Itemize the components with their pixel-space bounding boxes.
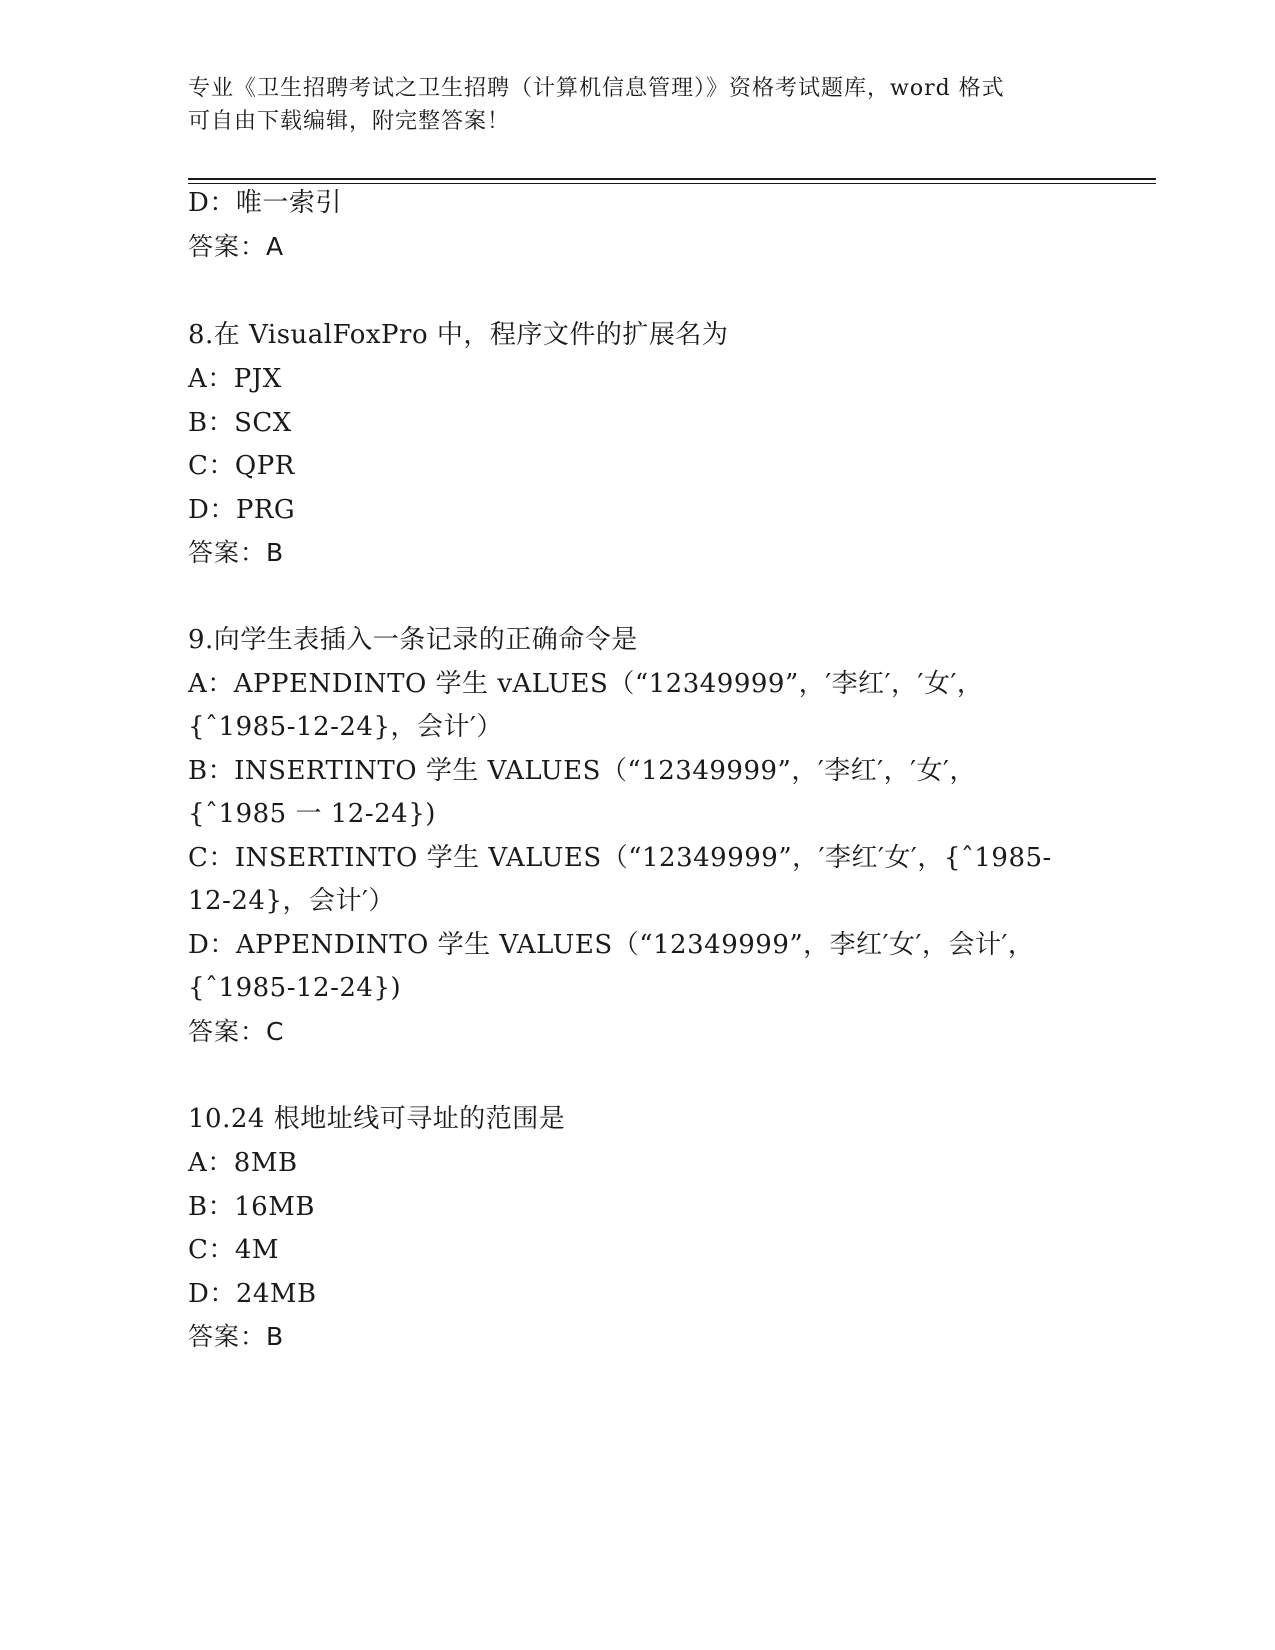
q8-answer: 答案：B (188, 538, 285, 567)
q10-option-b: B：16MB (188, 1192, 315, 1222)
q9-option-b-line-2: {ˆ1985 一 12-24}) (188, 799, 436, 829)
q9-option-a-line-2: {ˆ1985-12-24}，会计′） (188, 712, 503, 742)
q8-question: 8.在 VisualFoxPro 中，程序文件的扩展名为 (188, 320, 729, 350)
q7-option-d: D：唯一索引 (188, 188, 342, 218)
header-line-1: 专业《卫生招聘考试之卫生招聘（计算机信息管理）》资格考试题库，word 格式 (188, 76, 1005, 101)
q10-option-d: D：24MB (188, 1279, 317, 1309)
q9-option-d-line-2: {ˆ1985-12-24}) (188, 973, 402, 1003)
document-header (188, 72, 1088, 138)
q8-option-a: A：PJX (188, 364, 282, 394)
q9-question: 9.向学生表插入一条记录的正确命令是 (188, 625, 638, 655)
q7-answer: 答案：A (188, 232, 285, 261)
q9-option-c-line-2: 12-24}，会计′） (188, 886, 395, 916)
q8-option-d: D：PRG (188, 495, 296, 525)
q9-answer: 答案：C (188, 1017, 285, 1046)
q10-question: 10.24 根地址线可寻址的范围是 (188, 1104, 566, 1134)
header-divider-thin (188, 183, 1156, 184)
q10-option-a: A：8MB (188, 1148, 298, 1178)
q9-option-d-line-1: D：APPENDINTO 学生 VALUES（“12349999”，李红′女′，会计′， (188, 930, 1035, 960)
q10-answer: 答案：B (188, 1322, 285, 1351)
q8-option-b: B：SCX (188, 408, 292, 438)
q10-option-c: C：4M (188, 1235, 280, 1265)
header-line-2: 可自由下载编辑，附完整答案！ (188, 109, 511, 134)
q9-option-b-line-1: B：INSERTINTO 学生 VALUES（“12349999”，′李红′，′女′， (188, 756, 976, 786)
q8-option-c: C：QPR (188, 451, 295, 481)
q9-option-c-line-1: C：INSERTINTO 学生 VALUES（“12349999”，′李红′女′，{ˆ1985- (188, 843, 1052, 873)
q9-option-a-line-1: A：APPENDINTO 学生 vALUES（“12349999”，′李红′，′女′， (188, 669, 984, 699)
header-divider-thick (188, 178, 1156, 180)
